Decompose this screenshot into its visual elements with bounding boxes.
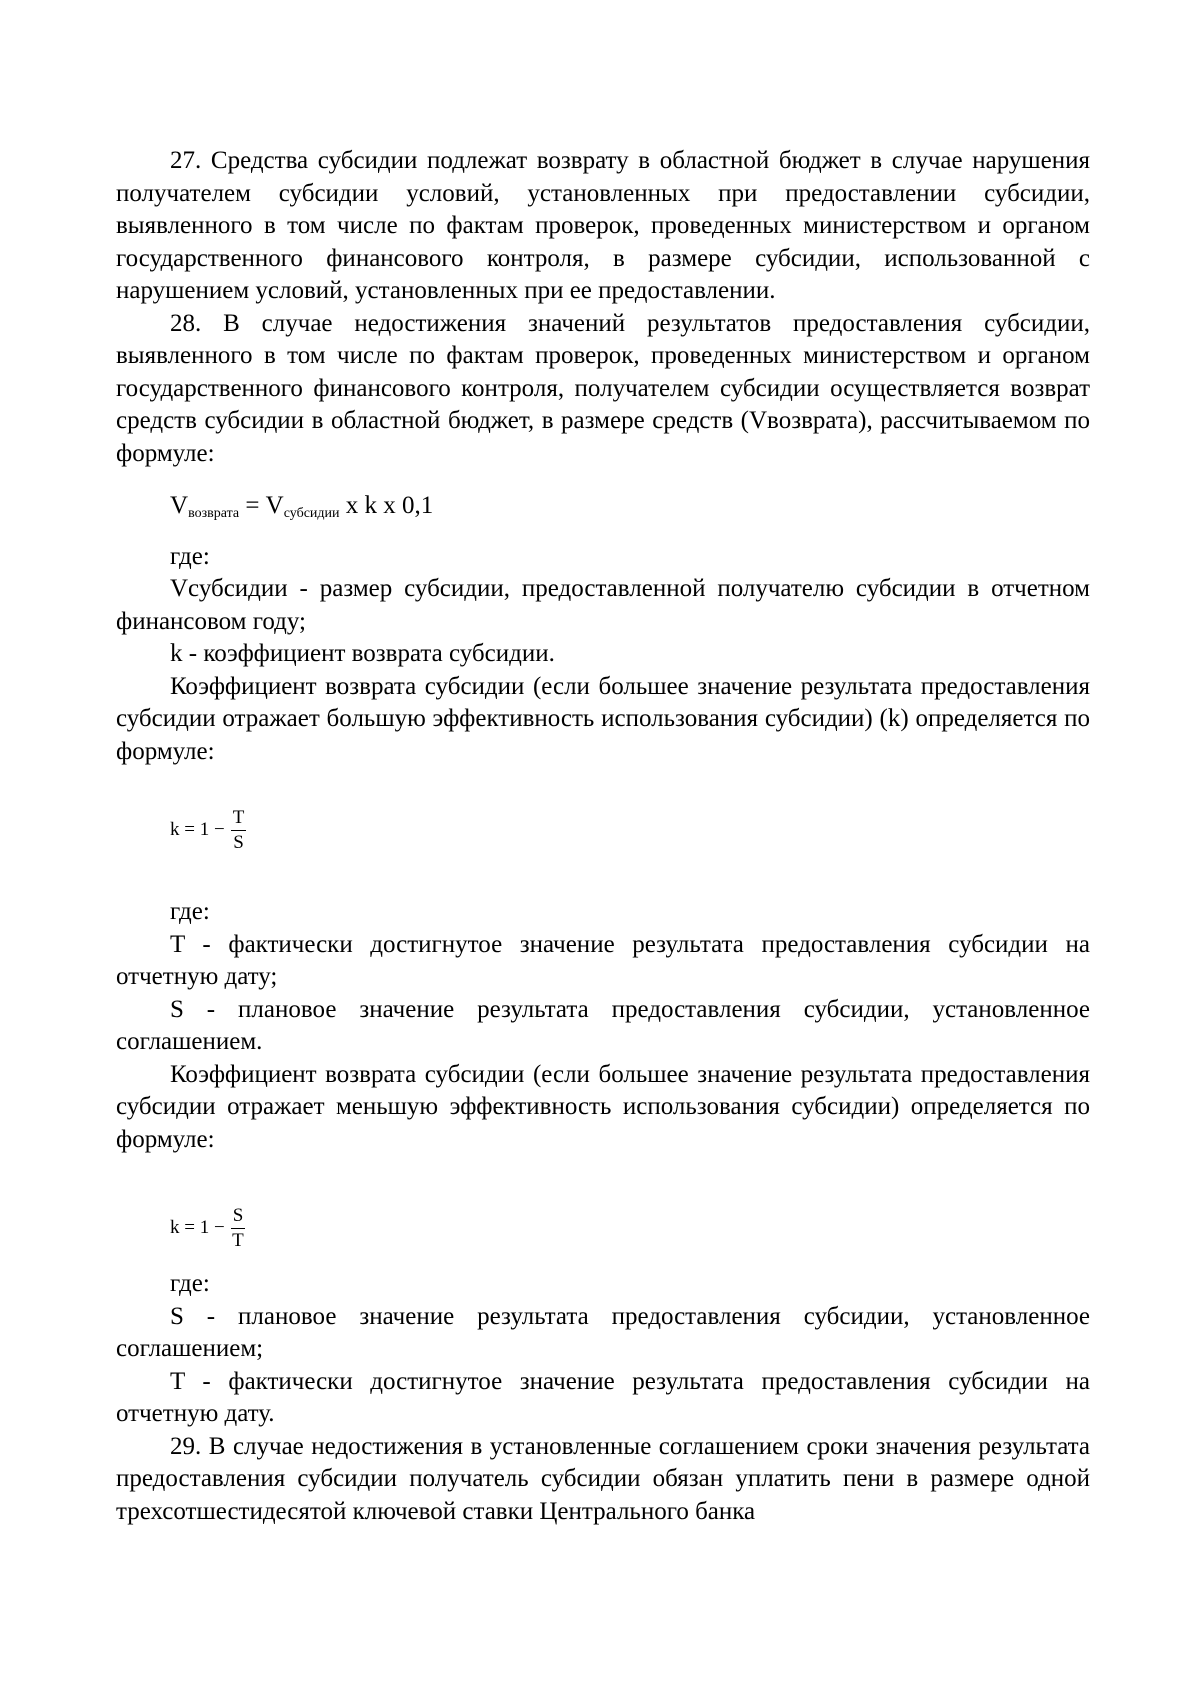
paragraph-27: 27. Средства субсидии подлежат возврату в областной бюджет в случае нарушения получателем субсидии условий, установленных при предоставлении субсидии, выявленного в том числе по фактам проверок, проведенных министерством и органом государственного финансового контроля, в размере субсидии, использованной с нарушением условий, установленных при ее предоставлении. bbox=[116, 147, 1090, 304]
definition-s-1: S - плановое значение результата предоставления субсидии, установленное соглашением. bbox=[116, 995, 1090, 1055]
definition-s-2: S - плановое значение результата предоставления субсидии, установленное соглашением; bbox=[116, 1302, 1090, 1362]
document-page bbox=[116, 145, 1090, 1528]
paragraph-28: 28. В случае недостижения значений результатов предоставления субсидии, выявленного в том числе по фактам проверок, проведенных министерством и органом государственного финансового контроля, получателем субсидии осуществляется возврат средств субсидии в областной бюджет, в размере средств (Vвозврата), рассчитываемом по формуле: bbox=[116, 309, 1090, 467]
formula-k-2-fraction bbox=[231, 1205, 246, 1252]
definition-v-subsidy: Vсубсидии - размер субсидии, предоставленной получателю субсидии в отчетном финансовом году; bbox=[116, 575, 1090, 635]
where-label-1: где: bbox=[170, 542, 210, 570]
coefficient-paragraph-1: Коэффициент возврата субсидии (если большее значение результата предоставления субсидии отражает большую эффективность использования субсидии) (k) определяется по формуле: bbox=[116, 672, 1090, 765]
formula-k-2 bbox=[170, 1188, 1090, 1268]
formula-k-2-numerator: S bbox=[231, 1205, 246, 1229]
formula-sub-return: возврата bbox=[188, 506, 240, 521]
formula-k-1-fraction bbox=[231, 807, 247, 854]
formula-k-1-lhs: k = 1 − bbox=[170, 818, 225, 840]
where-label-3: где: bbox=[170, 1270, 210, 1297]
definition-t-2: T - фактически достигнутое значение результата предоставления субсидии на отчетную дату. bbox=[116, 1367, 1090, 1427]
formula-return-amount bbox=[170, 490, 1090, 523]
formula-k-1-numerator: T bbox=[231, 807, 247, 831]
formula-rest: x k x 0,1 bbox=[339, 492, 434, 519]
coefficient-paragraph-2: Коэффициент возврата субсидии (если большее значение результата предоставления субсидии отражает меньшую эффективность использования субсидии) определяется по формуле: bbox=[116, 1060, 1090, 1153]
paragraph-29: 29. В случае недостижения в установленные соглашением сроки значения результата предоставления субсидии получатель субсидии обязан уплатить пени в размере одной трехсотшестидесятой ключевой ставки Центрального банка bbox=[116, 1432, 1090, 1525]
formula-k-2-denominator: T bbox=[232, 1229, 244, 1251]
where-label-2: где: bbox=[170, 898, 210, 925]
definition-t-1: T - фактически достигнутое значение результата предоставления субсидии на отчетную дату; bbox=[116, 930, 1090, 990]
formula-k-2-lhs: k = 1 − bbox=[170, 1216, 225, 1238]
formula-v: V bbox=[170, 492, 189, 519]
formula-k-1 bbox=[170, 790, 1090, 870]
formula-sub-subsidy: субсидии bbox=[283, 506, 340, 521]
formula-k-1-denominator: S bbox=[233, 831, 244, 853]
formula-eq: = V bbox=[239, 492, 284, 519]
definition-k: k - коэффициент возврата субсидии. bbox=[170, 640, 555, 667]
